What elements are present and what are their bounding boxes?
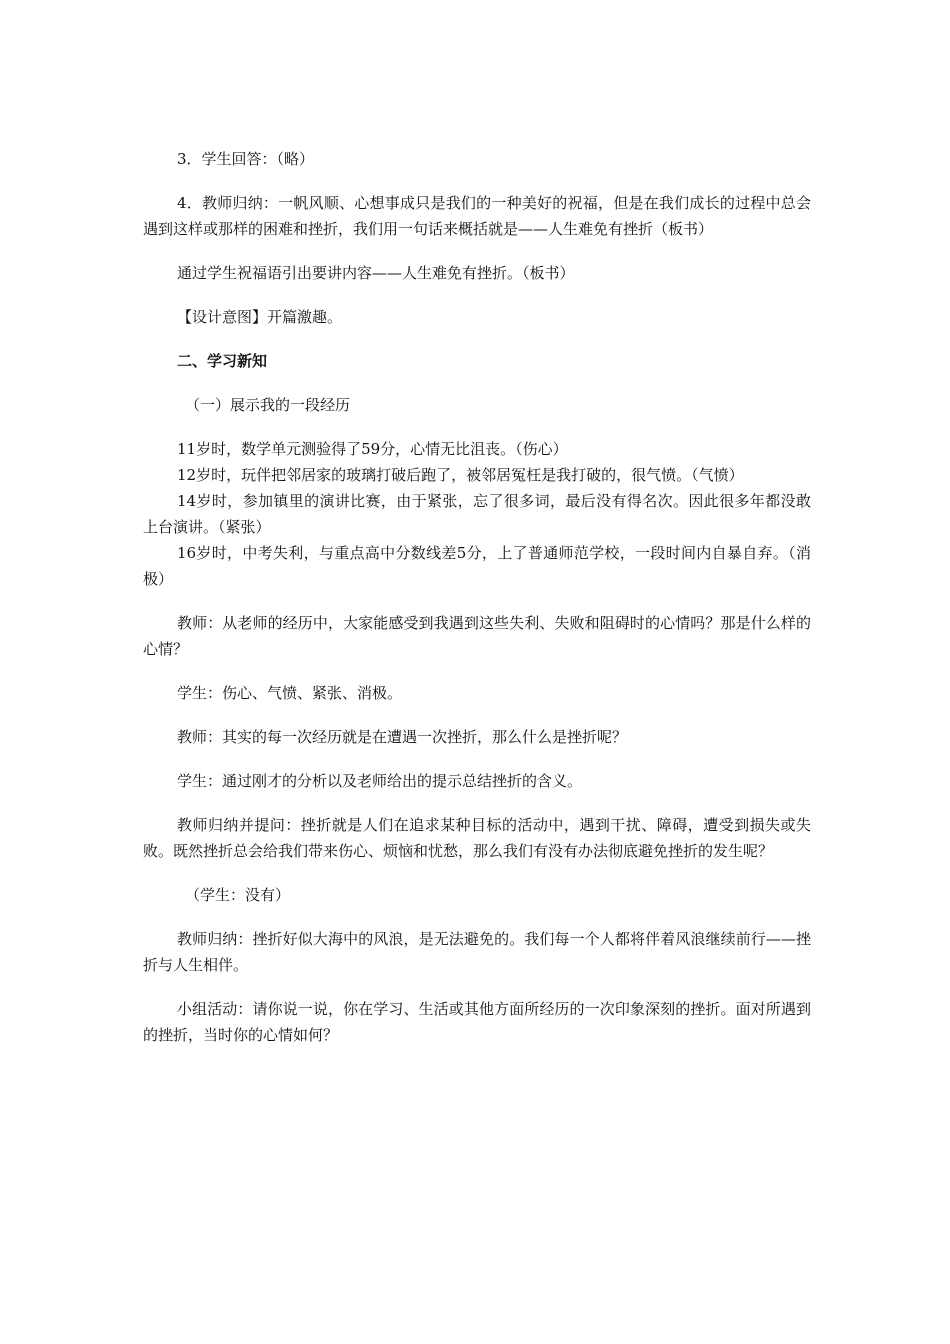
- dialogue-student-answer: 学生：伤心、气愤、紧张、消极。: [177, 684, 403, 702]
- dialogue-teacher-question: 教师：从老师的经历中，大家能感受到我遇到这些失利、失败和阻碍时的心情吗？那是什么样的心情？: [143, 614, 811, 658]
- document-page: [143, 146, 811, 1048]
- experience-age-12: 12岁时，玩伴把邻居家的玻璃打破后跑了，被邻居冤枉是我打破的，很气愤。（气愤）: [177, 466, 744, 484]
- subsection-heading-experience: （一）展示我的一段经历: [185, 396, 351, 414]
- section-heading-new-knowledge: 二、学习新知: [177, 352, 268, 370]
- paragraph-teacher-summary: 4．教师归纳：一帆风顺、心想事成只是我们的一种美好的祝福，但是在我们成长的过程中总会遇到这样或那样的困难和挫折，我们用一句话来概括就是——人生难免有挫折（板书）: [143, 194, 811, 238]
- paragraph-intro-content: 通过学生祝福语引出要讲内容——人生难免有挫折。（板书）: [177, 264, 575, 282]
- group-activity: 小组活动：请你说一说，你在学习、生活或其他方面所经历的一次印象深刻的挫折。面对所遇到的挫折，当时你的心情如何？: [143, 1000, 811, 1044]
- dialogue-teacher-definition: 教师归纳并提问：挫折就是人们在追求某种目标的活动中，遇到干扰、障碍，遭受到损失或失败。既然挫折总会给我们带来伤心、烦恼和忧愁，那么我们有没有办法彻底避免挫折的发生呢？: [143, 816, 811, 860]
- dialogue-student-summary: 学生：通过刚才的分析以及老师给出的提示总结挫折的含义。: [177, 772, 583, 790]
- experience-age-14: 14岁时，参加镇里的演讲比赛，由于紧张，忘了很多词，最后没有得名次。因此很多年都没敢上台演讲。（紧张）: [143, 492, 811, 536]
- paragraph-design-intent: 【设计意图】开篇激趣。: [177, 308, 343, 326]
- paragraph-student-answer: 3．学生回答：（略）: [177, 150, 315, 168]
- experience-age-16: 16岁时，中考失利，与重点高中分数线差5分，上了普通师范学校，一段时间内自暴自弃。（消极）: [143, 544, 811, 588]
- dialogue-teacher-what-is-setback: 教师：其实的每一次经历就是在遭遇一次挫折，那么什么是挫折呢？: [177, 728, 628, 746]
- experience-age-11: 11岁时，数学单元测验得了59分，心情无比沮丧。（伤心）: [177, 440, 568, 458]
- dialogue-student-no: （学生：没有）: [185, 886, 291, 904]
- dialogue-teacher-conclusion: 教师归纳：挫折好似大海中的风浪，是无法避免的。我们每一个人都将伴着风浪继续前行——挫折与人生相伴。: [143, 930, 811, 974]
